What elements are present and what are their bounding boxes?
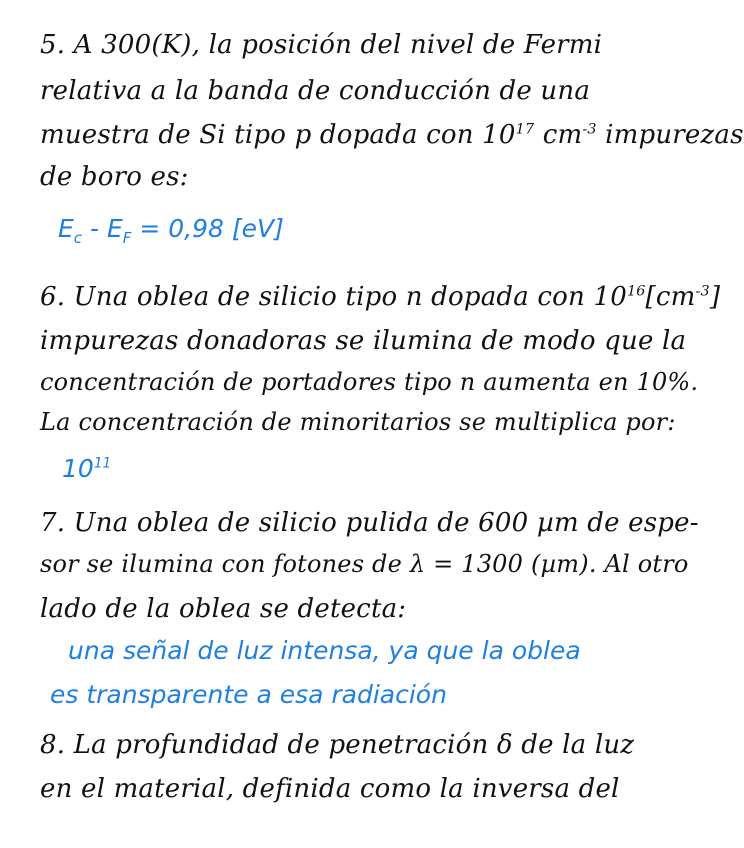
q5-answer-part-b: - E: [82, 214, 123, 243]
q5-line-4: de boro es:: [40, 162, 189, 192]
q8-line-2: en el material, definida como la inversa del: [40, 774, 620, 804]
q6-line-1: [40, 282, 720, 312]
q5-line-3: [40, 120, 744, 150]
q6-line-1-part-b: [cm: [645, 282, 696, 312]
q6-line-4: La concentración de minoritarios se multiplica por:: [40, 408, 676, 436]
q6-answer-exponent: 11: [93, 455, 112, 472]
q6-line-1-part-a: 6. Una oblea de silicio tipo n dopada con 10: [40, 282, 627, 312]
q6-answer: [62, 454, 111, 483]
q7-answer-line-1: una señal de luz intensa, ya que la oblea: [68, 636, 581, 665]
q6-line-1-part-c: ]: [709, 282, 721, 312]
q5-line-2: relativa a la banda de conducción de una: [40, 76, 591, 106]
q5-line-3-part-a: muestra de Si tipo p dopada con 10: [40, 120, 516, 150]
q5-answer-sub-1: c: [73, 229, 83, 247]
q6-answer-base: 10: [62, 454, 94, 483]
q6-line-1-exponent: 16: [626, 283, 646, 300]
q7-line-2: sor se ilumina con fotones de λ = 1300 (µm). Al otro: [40, 550, 689, 578]
q5-line-3-exponent-2: -3: [582, 121, 597, 138]
q5-answer: [58, 214, 284, 247]
q5-answer-sub-2: F: [122, 229, 132, 247]
q5-line-3-exponent: 17: [515, 121, 535, 138]
q5-line-3-part-c: impurezas: [596, 120, 744, 150]
q7-line-3: lado de la oblea se detecta:: [40, 594, 407, 624]
q7-line-1: 7. Una oblea de silicio pulida de 600 µm de espe-: [40, 508, 699, 538]
q5-line-3-part-b: cm: [534, 120, 583, 150]
q7-answer-line-2: es transparente a esa radiación: [50, 680, 447, 709]
q5-line-1: 5. A 300(K), la posición del nivel de Fermi: [40, 30, 603, 60]
q6-line-1-exponent-2: -3: [695, 283, 710, 300]
q8-line-1: 8. La profundidad de penetración δ de la luz: [40, 730, 635, 760]
q5-answer-part-c: = 0,98 [eV]: [131, 214, 284, 243]
q6-line-2: impurezas donadoras se ilumina de modo que la: [40, 326, 687, 356]
q5-answer-part-a: E: [58, 214, 74, 243]
q6-line-3: concentración de portadores tipo n aumenta en 10%.: [40, 368, 699, 396]
